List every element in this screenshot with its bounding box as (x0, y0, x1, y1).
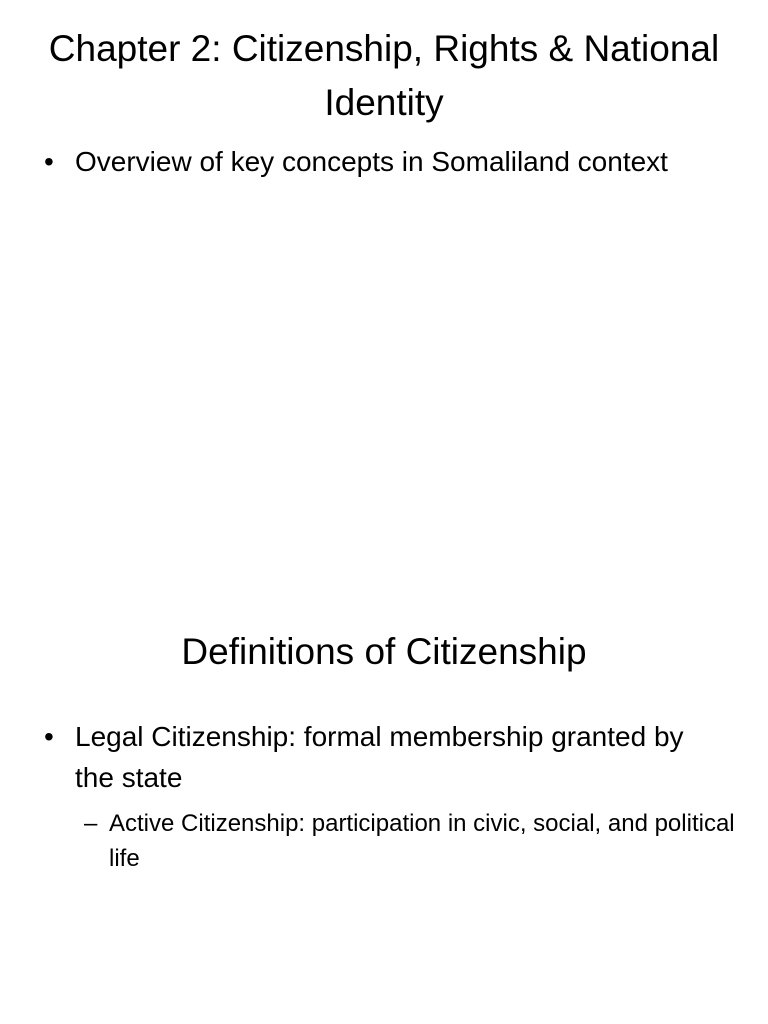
bullet-list (0, 141, 768, 182)
bullet-list (0, 716, 768, 876)
bullet-text: Legal Citizenship: formal membership granted by the state (75, 721, 684, 793)
bullet-item (0, 141, 768, 182)
slide-title: Definitions of Citizenship (181, 631, 587, 672)
bullet-item (0, 716, 768, 798)
sub-bullet-marker: – (84, 810, 98, 837)
slide-2 (0, 512, 768, 1024)
bullet-marker: • (44, 146, 54, 177)
sub-bullet-text: Active Citizenship: participation in civic, social, and political life (109, 810, 735, 872)
sub-bullet-item (0, 806, 768, 876)
bullet-text: Overview of key concepts in Somaliland context (75, 146, 668, 177)
slide-title: Chapter 2: Citizenship, Rights & National Identity (48, 28, 720, 123)
bullet-marker: • (44, 721, 54, 752)
